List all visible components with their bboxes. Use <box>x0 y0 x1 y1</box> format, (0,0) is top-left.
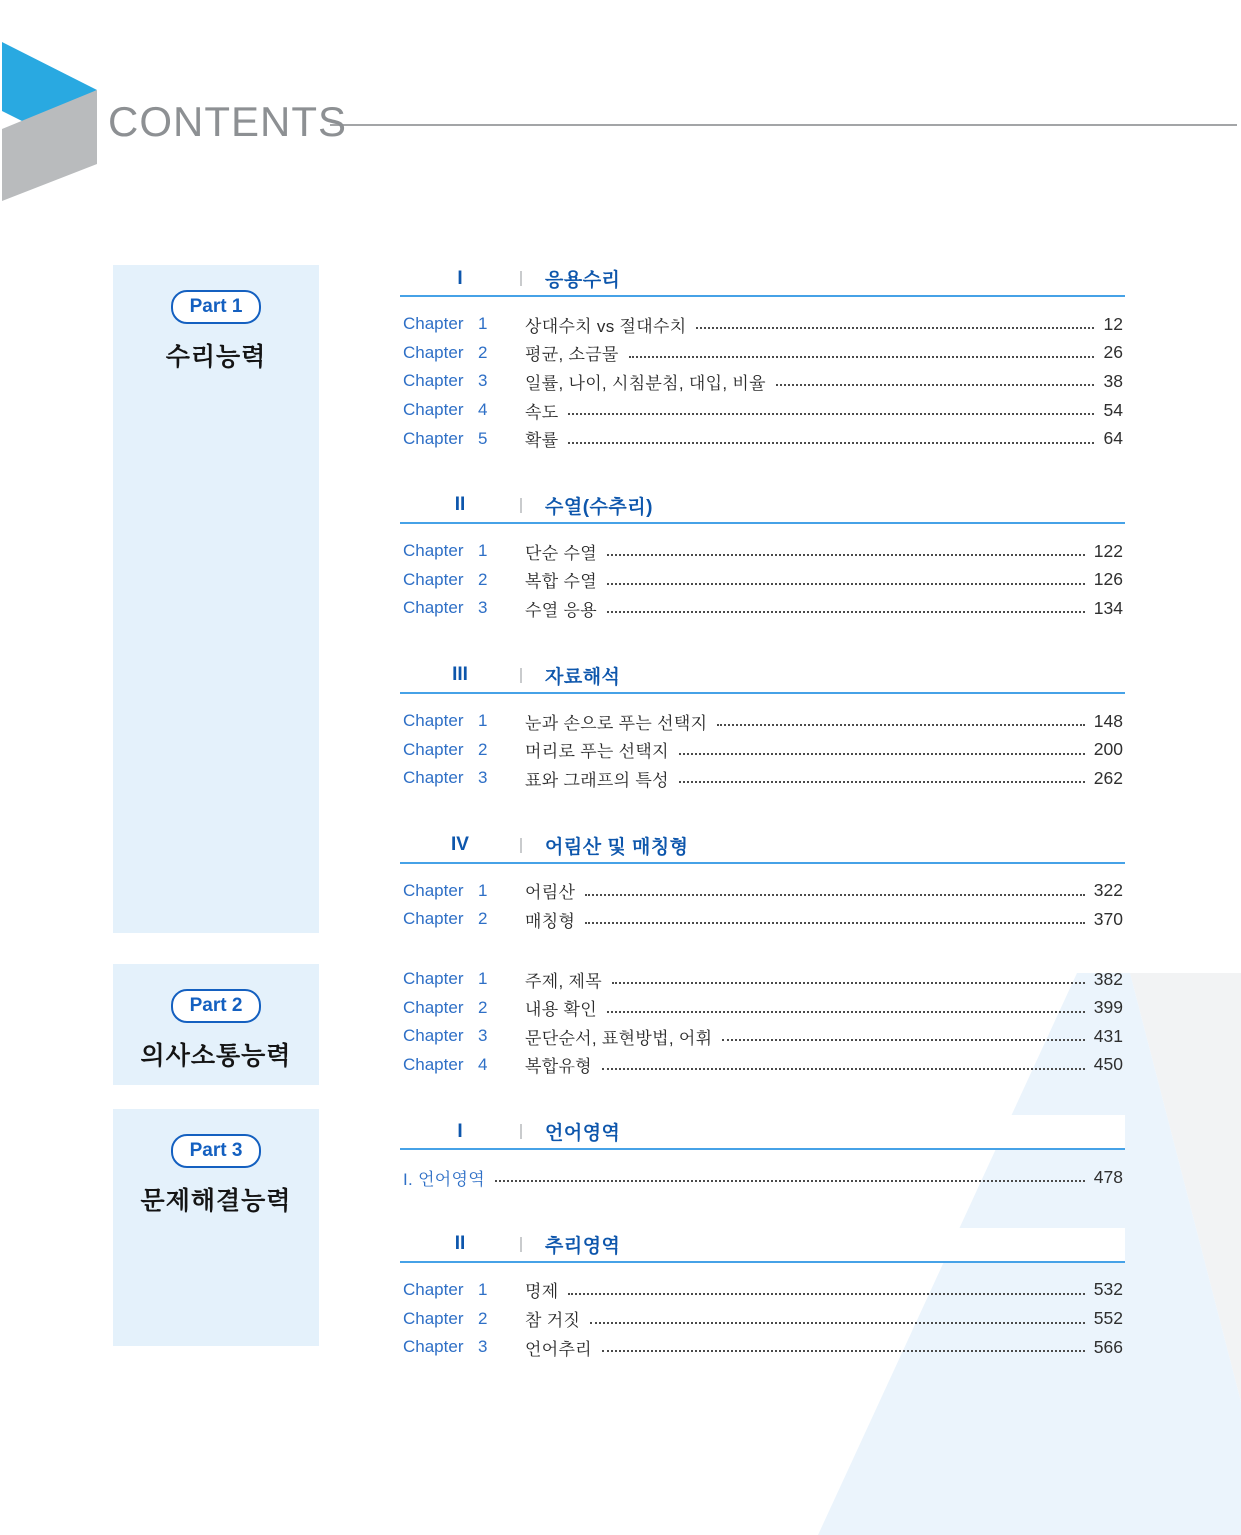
dotted-leader <box>495 1180 1085 1182</box>
dotted-leader <box>607 611 1085 613</box>
toc-section <box>400 1115 1125 1192</box>
chapter-title: 문단순서, 표현방법, 어휘 <box>525 1028 713 1048</box>
chapter-list <box>400 1276 1125 1362</box>
chapter-number: 4 <box>478 1054 488 1074</box>
section-numeral: IV <box>451 834 469 856</box>
chapter-label: Chapter <box>403 400 464 420</box>
chapter-label: Chapter <box>403 598 464 618</box>
chapter-title: I. 언어영역 <box>403 1169 485 1189</box>
page-number: 148 <box>1093 710 1123 731</box>
dotted-leader <box>602 1350 1085 1352</box>
chapter-label: Chapter <box>403 768 464 788</box>
section-header <box>400 262 1125 297</box>
page-number: 450 <box>1093 1054 1123 1075</box>
section-title: 응용수리 <box>545 270 621 291</box>
page-number: 134 <box>1093 597 1123 618</box>
part-badge: Part 3 <box>171 1134 262 1168</box>
header-rule <box>330 124 1237 126</box>
chapter-number: 1 <box>478 541 488 561</box>
chapter-label: Chapter <box>403 569 464 589</box>
chapter-number: 2 <box>478 909 488 929</box>
toc-section <box>400 1228 1125 1362</box>
part-badge: Part 1 <box>171 290 262 324</box>
chapter-title: 내용 확인 <box>525 1000 597 1020</box>
dotted-leader <box>602 1068 1085 1070</box>
chapter-title: 상대수치 vs 절대수치 <box>525 316 687 336</box>
chapter-label: Chapter <box>403 711 464 731</box>
chapter-number: 3 <box>478 371 488 391</box>
chapter-number: 1 <box>478 711 488 731</box>
toc-row <box>400 339 1125 368</box>
toc-row <box>400 1304 1125 1333</box>
chapter-label: Chapter <box>403 997 464 1017</box>
chapter-label: Chapter <box>403 1308 464 1328</box>
section-title: 자료해석 <box>545 666 621 688</box>
toc-section <box>400 489 1125 623</box>
chapter-number: 3 <box>478 598 488 618</box>
chapter-label: Chapter <box>403 969 464 989</box>
toc-content <box>400 262 1125 1361</box>
chapter-label: Chapter <box>403 342 464 362</box>
toc-row <box>400 707 1125 736</box>
page-number: 126 <box>1093 569 1123 590</box>
chapter-number: 1 <box>478 314 488 334</box>
chapter-title: 평균, 소금물 <box>525 345 619 365</box>
toc-row <box>400 1051 1125 1080</box>
dotted-leader <box>679 781 1085 783</box>
toc-row <box>400 1022 1125 1051</box>
part-label: 의사소통능력 <box>140 1042 292 1070</box>
section-divider <box>520 838 522 853</box>
dotted-leader <box>607 583 1085 585</box>
dotted-leader <box>776 384 1094 386</box>
section-header <box>400 1228 1125 1263</box>
chapter-number: 3 <box>478 1337 488 1357</box>
page-number: 262 <box>1093 767 1123 788</box>
chapter-title: 참 거짓 <box>525 1311 581 1331</box>
section-numeral: I <box>457 267 463 289</box>
chapter-title: 언어추리 <box>525 1339 592 1359</box>
chapter-title: 주제, 제목 <box>525 971 602 991</box>
dotted-leader <box>679 753 1085 755</box>
toc-row <box>400 993 1125 1022</box>
chapter-number: 1 <box>478 880 488 900</box>
chapter-list <box>400 965 1125 1079</box>
chapter-number: 5 <box>478 428 488 448</box>
section-title: 수열(수추리) <box>545 496 653 518</box>
page-number: 478 <box>1093 1166 1123 1187</box>
chapter-title: 속도 <box>525 402 559 422</box>
chapter-list <box>400 310 1125 453</box>
section-divider <box>520 498 522 513</box>
dotted-leader <box>612 982 1085 984</box>
toc-row <box>400 1163 1125 1192</box>
toc-section <box>400 829 1125 934</box>
section-numeral: II <box>454 1233 466 1255</box>
dotted-leader <box>590 1322 1085 1324</box>
chapter-number: 1 <box>478 1279 488 1299</box>
page-number: 122 <box>1093 540 1123 561</box>
section-numeral: II <box>454 494 466 516</box>
dotted-leader <box>568 1293 1084 1295</box>
toc-section <box>400 262 1125 453</box>
page-number: 370 <box>1093 908 1123 929</box>
toc-row <box>400 877 1125 906</box>
page-number: 399 <box>1093 997 1123 1018</box>
section-numeral: III <box>452 664 468 686</box>
chapter-label: Chapter <box>403 1337 464 1357</box>
part-box-3 <box>113 1109 319 1346</box>
chapter-label: Chapter <box>403 1054 464 1074</box>
chapter-label: Chapter <box>403 428 464 448</box>
chapter-number: 1 <box>478 969 488 989</box>
chapter-title: 확률 <box>525 431 559 451</box>
dotted-leader <box>629 356 1094 358</box>
page-title: CONTENTS <box>108 98 347 145</box>
chapter-title: 명제 <box>525 1282 559 1302</box>
toc-row <box>400 566 1125 595</box>
chapter-label: Chapter <box>403 880 464 900</box>
chapter-list <box>400 877 1125 934</box>
part-label: 문제해결능력 <box>140 1187 292 1215</box>
dotted-leader <box>722 1039 1084 1041</box>
chapter-title: 머리로 푸는 선택지 <box>525 742 669 762</box>
toc-row <box>400 594 1125 623</box>
toc-row <box>400 1276 1125 1305</box>
toc-row <box>400 396 1125 425</box>
toc-row <box>400 310 1125 339</box>
toc-row <box>400 735 1125 764</box>
chapter-title: 눈과 손으로 푸는 선택지 <box>525 713 708 733</box>
toc-section <box>400 659 1125 793</box>
page-number: 532 <box>1093 1279 1123 1300</box>
chapter-number: 2 <box>478 569 488 589</box>
chapter-label: Chapter <box>403 541 464 561</box>
section-header <box>400 1115 1125 1150</box>
toc-row <box>400 1333 1125 1362</box>
section-header <box>400 829 1125 864</box>
section-title: 추리영역 <box>545 1235 621 1257</box>
section-header <box>400 489 1125 524</box>
toc-row <box>400 905 1125 934</box>
section-title: 어림산 및 매칭형 <box>545 836 689 858</box>
dotted-leader <box>607 1011 1085 1013</box>
chapter-label: Chapter <box>403 371 464 391</box>
toc-section <box>400 965 1125 1079</box>
toc-row <box>400 965 1125 994</box>
chapter-title: 복합 수열 <box>525 572 597 592</box>
chapter-title: 복합유형 <box>525 1057 592 1077</box>
part-badge: Part 2 <box>171 989 262 1023</box>
chapter-list <box>400 1163 1125 1192</box>
section-divider <box>520 668 522 683</box>
section-header <box>400 659 1125 694</box>
chapter-number: 3 <box>478 1026 488 1046</box>
page-number: 38 <box>1103 370 1123 391</box>
page-number: 382 <box>1093 968 1123 989</box>
page-number: 552 <box>1093 1308 1123 1329</box>
dotted-leader <box>607 554 1085 556</box>
chapter-list <box>400 707 1125 793</box>
page-number: 12 <box>1103 313 1123 334</box>
dotted-leader <box>568 413 1094 415</box>
chapter-title: 단순 수열 <box>525 543 597 563</box>
part-label: 수리능력 <box>165 343 267 371</box>
dotted-leader <box>585 894 1085 896</box>
page-number: 54 <box>1103 399 1123 420</box>
toc-row <box>400 367 1125 396</box>
chapter-title: 어림산 <box>525 883 576 903</box>
chapter-label: Chapter <box>403 1026 464 1046</box>
chapter-number: 2 <box>478 997 488 1017</box>
chapter-title: 매칭형 <box>525 911 576 931</box>
chapter-label: Chapter <box>403 1279 464 1299</box>
chapter-number: 4 <box>478 400 488 420</box>
logo-ribbon-icon <box>0 30 100 205</box>
chapter-number: 2 <box>478 342 488 362</box>
chapter-number: 2 <box>478 739 488 759</box>
toc-row <box>400 764 1125 793</box>
dotted-leader <box>568 442 1094 444</box>
page-number: 200 <box>1093 739 1123 760</box>
part-box-1 <box>113 265 319 933</box>
chapter-number: 2 <box>478 1308 488 1328</box>
section-divider <box>520 1124 522 1139</box>
chapter-title: 수열 응용 <box>525 600 597 620</box>
page-number: 26 <box>1103 342 1123 363</box>
section-title: 언어영역 <box>545 1123 621 1145</box>
section-divider <box>520 1237 522 1252</box>
part-box-2 <box>113 964 319 1085</box>
dotted-leader <box>717 724 1085 726</box>
chapter-label: Chapter <box>403 909 464 929</box>
section-numeral: I <box>457 1120 463 1142</box>
page-number: 322 <box>1093 880 1123 901</box>
section-divider <box>520 271 522 286</box>
chapter-list <box>400 537 1125 623</box>
chapter-number: 3 <box>478 768 488 788</box>
page-number: 566 <box>1093 1336 1123 1357</box>
chapter-title: 표와 그래프의 특성 <box>525 770 669 790</box>
page-number: 431 <box>1093 1025 1123 1046</box>
dotted-leader <box>585 922 1085 924</box>
chapter-label: Chapter <box>403 739 464 759</box>
toc-row <box>400 424 1125 453</box>
toc-row <box>400 537 1125 566</box>
chapter-title: 일률, 나이, 시침분침, 대입, 비율 <box>525 373 766 393</box>
dotted-leader <box>696 327 1094 329</box>
chapter-label: Chapter <box>403 314 464 334</box>
page-number: 64 <box>1103 428 1123 449</box>
